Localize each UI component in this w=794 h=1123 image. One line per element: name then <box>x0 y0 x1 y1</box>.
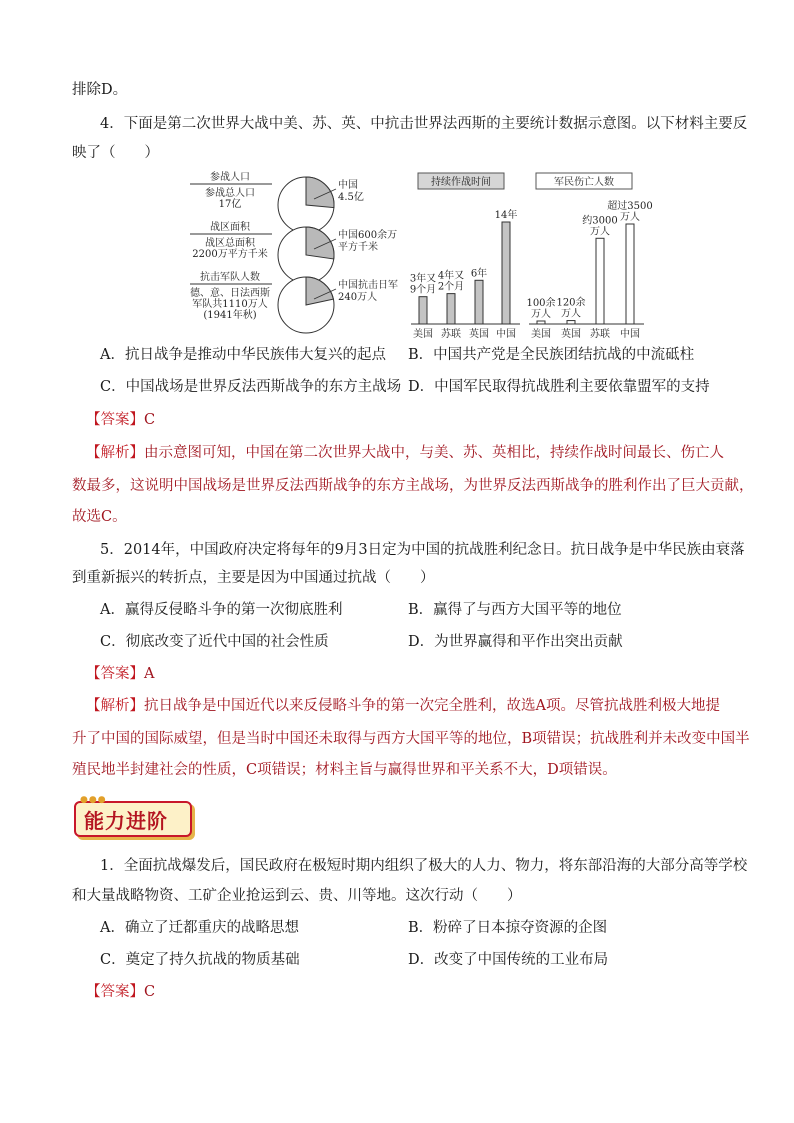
bar <box>447 294 455 324</box>
answer-tag: 【答案】 <box>86 666 144 682</box>
bar-data-label: 14年 <box>494 210 518 221</box>
bar-category-label: 英国 <box>561 329 581 340</box>
q5-stem-line-1: 5．2014年，中国政府决定将每年的9月3日定为中国的抗战胜利纪念日。抗日战争是中华民族由衰落 <box>100 542 745 558</box>
bar <box>475 280 483 324</box>
pie-title: 参战人口 <box>210 172 250 183</box>
bar-category-label: 英国 <box>469 329 489 340</box>
bar-category-label: 美国 <box>413 329 433 340</box>
bar-data-label: 2个月 <box>437 281 465 293</box>
q4-option-a[interactable]: A．抗日战争是推动中华民族伟大复兴的起点 <box>100 347 386 363</box>
pie-total-label: 战区总面积 <box>205 238 255 249</box>
section-header <box>74 795 190 835</box>
q1-option-c[interactable]: C．奠定了持久抗战的物质基础 <box>100 952 300 968</box>
bar <box>626 224 634 324</box>
q1-option-d[interactable]: D．改变了中国传统的工业布局 <box>408 952 609 968</box>
bar-data-label: 100余 <box>526 298 556 309</box>
bar-data-label: 6年 <box>470 268 488 280</box>
bar-data-label: 万人 <box>590 226 610 238</box>
pie-slice-label: 中国600余万 <box>338 230 398 241</box>
pie-total-label: 德、意、日法西斯 <box>190 288 270 299</box>
bar-category-label: 中国 <box>496 329 516 340</box>
q1-option-b[interactable]: B．粉碎了日本掠夺资源的企图 <box>408 920 608 936</box>
bar-category-label: 苏联 <box>441 329 461 340</box>
chart-title: 军民伤亡人数 <box>554 177 614 188</box>
bar <box>502 222 510 324</box>
q5-analysis-line-1 <box>86 696 720 716</box>
pie-title: 抗击军队人数 <box>200 272 260 283</box>
pie-slice-china <box>306 227 334 259</box>
pie-slice-label: 4.5亿 <box>338 192 364 203</box>
pie-slice-china <box>306 177 334 208</box>
pie-total-label: 2200万平方千米 <box>192 249 268 260</box>
q4-stem-line-1: 4．下面是第二次世界大战中美、苏、英、中抗击世界法西斯的主要统计数据示意图。以下材料主要反 <box>100 116 748 132</box>
q5-option-b[interactable]: B．赢得了与西方大国平等的地位 <box>408 602 622 618</box>
q1-stem-line-1: 1．全面抗战爆发后，国民政府在极短时期内组织了极大的人力、物力，将东部沿海的大部分高等学校 <box>100 858 748 874</box>
bar <box>419 297 427 324</box>
casualties-chart <box>526 173 652 340</box>
pie-total-label: 17亿 <box>218 199 242 210</box>
bar-category-label: 中国 <box>620 329 640 340</box>
q4-option-b[interactable]: B．中国共产党是全民族团结抗战的中流砥柱 <box>408 347 695 363</box>
q4-analysis-line-2: 数最多，这说明中国战场是世界反法西斯战争的东方主战场，为世界反法西斯战争的胜利作出了巨大贡献， <box>72 478 754 494</box>
q5-analysis-line-3: 殖民地半封建社会的性质，C项错误；材料主旨与赢得世界和平关系不大，D项错误。 <box>72 762 617 778</box>
q1-option-a[interactable]: A．确立了迁都重庆的战略思想 <box>100 920 299 936</box>
q5-stem-line-2: 到重新振兴的转折点，主要是因为中国通过抗战（ ） <box>72 570 435 586</box>
q1-answer <box>86 982 155 1002</box>
q5-answer <box>86 664 154 684</box>
bar <box>567 321 575 324</box>
analysis-text: 由示意图可知，中国在第二次世界大战中，与美、苏、英相比，持续作战时间最长、伤亡人 <box>144 445 724 461</box>
bar-data-label: 4年又 <box>437 270 465 282</box>
war-duration-chart <box>410 173 520 340</box>
section-title: 能力进阶 <box>84 809 168 833</box>
pie-total-label: (1941年秋) <box>203 310 257 321</box>
q4-stem-line-2: 映了（ ） <box>72 145 159 161</box>
bar-data-label: 3年又 <box>409 273 437 285</box>
q5-option-c[interactable]: C．彻底改变了近代中国的社会性质 <box>100 634 329 650</box>
analysis-tag: 【解析】 <box>86 698 144 714</box>
bar-data-label: 万人 <box>620 212 640 223</box>
answer-value: A <box>144 666 155 682</box>
bar-data-label: 万人 <box>531 309 551 320</box>
pie-charts <box>190 170 398 333</box>
bar-data-label: 万人 <box>561 308 581 320</box>
pie-slice-label: 平方千米 <box>338 242 378 253</box>
q4-analysis-line-1 <box>86 443 724 463</box>
bar-category-label: 苏联 <box>590 329 610 340</box>
q5-option-d[interactable]: D．为世界赢得和平作出突出贡献 <box>408 634 623 650</box>
pie-slice-label: 中国 <box>338 180 358 191</box>
q5-option-a[interactable]: A．赢得反侵略斗争的第一次彻底胜利 <box>100 602 343 618</box>
pie-slice-label: 中国抗击日军 <box>338 280 398 291</box>
pie-title: 战区面积 <box>210 222 250 233</box>
decorative-dots: ●●● <box>80 795 107 805</box>
analysis-tag: 【解析】 <box>86 445 144 461</box>
answer-value: C <box>144 984 156 1000</box>
top-line: 排除D。 <box>72 82 128 98</box>
chart-title: 持续作战时间 <box>431 177 491 188</box>
bar-category-label: 美国 <box>531 329 551 340</box>
bar-data-label: 120余 <box>556 297 586 309</box>
pie-total-label: 军队共1110万人 <box>192 299 268 310</box>
bar <box>596 238 604 324</box>
answer-value: C <box>144 412 156 428</box>
bar-data-label: 超过3500 <box>607 201 653 212</box>
pie-slice-label: 240万人 <box>338 292 378 303</box>
q4-answer <box>86 410 155 430</box>
q4-analysis-line-3: 故选C。 <box>72 509 127 525</box>
statistics-figure <box>168 165 658 340</box>
analysis-text: 抗日战争是中国近代以来反侵略斗争的第一次完全胜利，故选A项。尽管抗战胜利极大地提 <box>144 698 720 714</box>
bar-data-label: 约3000 <box>582 215 618 227</box>
q5-analysis-line-2: 升了中国的国际威望，但是当时中国还未取得与西方大国平等的地位，B项错误；抗战胜利并未改变中国半 <box>72 731 750 747</box>
bar <box>537 321 545 324</box>
pie-total-label: 参战总人口 <box>205 188 255 199</box>
q4-option-d[interactable]: D．中国军民取得抗战胜利主要依靠盟军的支持 <box>408 379 710 395</box>
answer-tag: 【答案】 <box>86 412 144 428</box>
q1-stem-line-2: 和大量战略物资、工矿企业抢运到云、贵、川等地。这次行动（ ） <box>72 888 522 904</box>
answer-tag: 【答案】 <box>86 984 144 1000</box>
q4-option-c[interactable]: C．中国战场是世界反法西斯战争的东方主战场 <box>100 379 402 395</box>
bar-data-label: 9个月 <box>409 284 437 296</box>
